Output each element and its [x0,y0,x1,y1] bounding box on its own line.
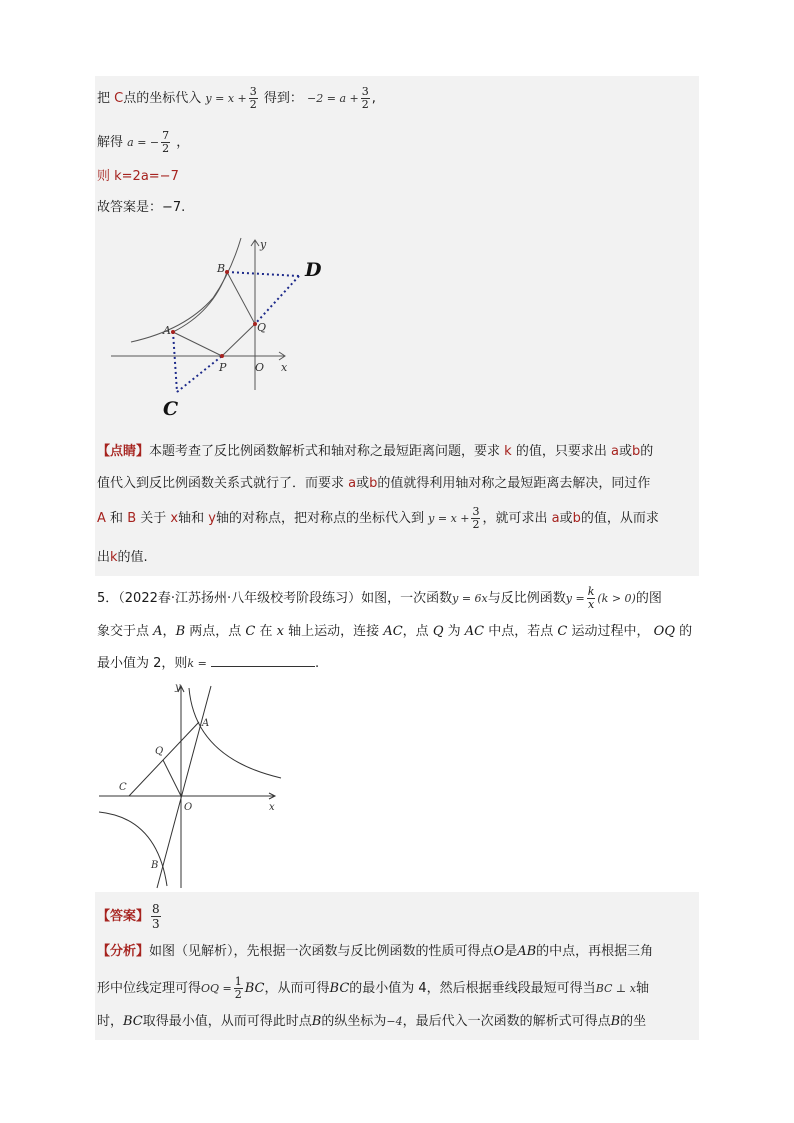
segment-pq [222,324,255,356]
var: A [153,624,163,639]
dianjing-line-2 [97,474,650,494]
text: 的最小值为 4，然后根据垂线段最短可得当 [349,981,596,996]
text: 是 [504,944,518,959]
text: 值代入到反比例函数关系式就行了．而要求 [97,476,345,491]
text: 的 [640,444,654,459]
value: −4 [386,1015,403,1028]
label-c: C [163,398,179,420]
point-b [225,270,229,274]
equation: y = x + [205,92,247,105]
analysis-line-1 [97,942,653,962]
analysis-line-3 [97,1012,646,1032]
equation: OQ = [201,982,232,995]
label-y: y [260,238,267,251]
text: 的图 [635,591,662,606]
var: OQ [653,624,675,639]
var-k: k [504,444,512,459]
var: AB [517,944,537,959]
text: 两点，点 [189,624,242,639]
text: 或 [559,511,573,526]
fraction-7-2: $\frac{7}{2}$ [162,129,170,155]
text: 轴和 [178,511,205,526]
equation: a = − [127,136,160,149]
question-5-line-1 [97,586,662,611]
text: 在 [259,624,273,639]
text: 时， [97,1014,124,1029]
fraction-3-2: $\frac{3}{2}$ [249,85,257,111]
var-a: a [611,444,619,459]
label-a: A [202,718,210,729]
text: 的中点，再根据三角 [536,944,654,959]
var-a: a [551,511,560,526]
text: 如图（见解析），先根据一次函数与反比例函数的性质可得点 [149,944,494,959]
text: 的值. [117,550,148,565]
segment-ca [129,722,199,796]
var-b: b [572,511,581,526]
solution-line-2 [97,130,189,155]
text: ， [176,135,190,150]
var: BC [244,981,265,996]
fraction-3-2: $\frac{3}{2}$ [361,85,369,111]
text: ， [162,624,176,639]
equation: y = x + [428,512,470,525]
text: 出 [97,550,111,565]
label-o: O [184,802,193,813]
var: C [557,624,568,639]
text: 解得 [97,135,124,150]
var: O [493,944,505,959]
var-k: k [110,550,118,565]
equation: y = [565,592,585,605]
fraction-k-x: $\frac{k}{x}$ [587,585,595,611]
var: BC [329,981,350,996]
label-a: A [163,324,171,337]
label-q: Q [257,321,267,334]
var: B [311,1014,322,1029]
var: C [245,624,256,639]
analysis-tag: 【分析】 [97,944,150,959]
text: 和 [110,511,124,526]
text: 或 [356,476,370,491]
text: 的值就得利用轴对称之最短距离去解决，同过作 [377,476,651,491]
var: AC [383,624,403,639]
point-c-label: C [114,91,124,106]
equation: (k > 0) [597,592,636,605]
figure-2-diagram [95,678,295,890]
equation: y = 6x [452,592,488,605]
segment-bq [227,272,255,324]
text: 的纵坐标为 [321,1014,387,1029]
var: AC [464,624,485,639]
point-p [220,354,224,358]
question-5-line-2 [97,622,692,642]
text: 象交于点 [97,624,150,639]
text: 与反比例函数 [487,591,566,606]
point-b-label: B [127,511,137,526]
dianjing-line-4 [97,548,148,568]
equation: BC ⊥ x [595,982,636,995]
text: 把 [97,91,111,106]
text: 的坐 [620,1014,647,1029]
answer-blank[interactable] [211,654,315,667]
dianjing-line-1 [97,442,653,462]
point-a-label: A [97,511,106,526]
text: 中点，若点 [488,624,554,639]
text: . [314,656,320,671]
solution-line-4: 故答案是：−7. [97,200,186,215]
fraction-3-2: $\frac{3}{2}$ [472,505,480,531]
figure-1-diagram [95,232,345,422]
text: 本题考查了反比例函数解析式和轴对称之最短距离问题，要求 [149,444,501,459]
line-y-6x [157,686,211,888]
var: Q [432,624,444,639]
var: B [610,1014,621,1029]
label-o: O [255,361,265,374]
label-y: y [175,682,181,693]
dotted-bd [227,272,299,276]
dotted-cp [177,356,222,392]
text: ，从而可得 [264,981,330,996]
var: B [175,624,186,639]
dianjing-line-3 [97,506,659,531]
text: 得到： [263,91,303,106]
var-b: b [369,476,378,491]
question-5-line-3 [97,654,319,674]
var-b: b [631,444,641,459]
question-5-source: 5．（2022春·江苏扬州·八年级校考阶段练习）如图，一次函数 [97,591,453,606]
text: 关于 [140,511,167,526]
var: x [276,624,285,639]
point-a [171,330,175,334]
text: 最小值为 2，则 [97,656,188,671]
text: 的值，只要求出 [515,444,607,459]
solution-line-3: 则 k=2a=−7 [97,169,179,184]
answer-fraction: $\frac{8}{3}$ [152,902,160,931]
label-p: P [219,361,227,374]
text: 为 [447,624,461,639]
label-x: x [269,802,275,813]
text: ，点 [402,624,429,639]
text: 形中位线定理可得 [97,981,202,996]
analysis-line-2 [97,976,649,1001]
text: 轴的对称点，把对称点的坐标代入到 [215,511,424,526]
answer-line [97,902,163,931]
dotted-ac [173,332,177,392]
y-label: y [208,511,216,526]
solution-line-1 [97,86,376,111]
label-x: x [281,361,288,374]
label-d: D [305,259,322,281]
hyperbola-branch [131,238,241,342]
label-b: B [151,860,159,871]
text: 运动过程中， [571,624,650,639]
fraction-1-2: $\frac{1}{2}$ [234,975,242,1001]
answer-tag: 【答案】 [97,909,150,924]
text: 轴 [635,981,649,996]
text: 的值，从而求 [580,511,659,526]
segment-oq [163,760,181,796]
dotted-dq [255,276,299,324]
dianjing-tag: 【点睛】 [97,444,150,459]
label-c: C [119,782,127,793]
label-b: B [217,262,226,275]
x-label: x [170,511,179,526]
var: BC [123,1014,143,1029]
label-q: Q [155,746,164,757]
var-a: a [348,476,357,491]
hyperbola-branch-2 [99,812,167,886]
text: 取得最小值，从而可得此时点 [142,1014,312,1029]
text: ，最后代入一次函数的解析式可得点 [402,1014,611,1029]
text: 点的坐标代入 [123,91,202,106]
text: , [371,91,376,106]
equation: k = [187,657,207,670]
text: 的 [679,624,693,639]
equation: −2 = a + [307,92,359,105]
text: 或 [618,444,632,459]
text: 轴上运动，连接 [288,624,380,639]
segment-ap [173,332,222,356]
text: ，就可求出 [482,511,548,526]
hyperbola-branch-1 [189,688,281,778]
